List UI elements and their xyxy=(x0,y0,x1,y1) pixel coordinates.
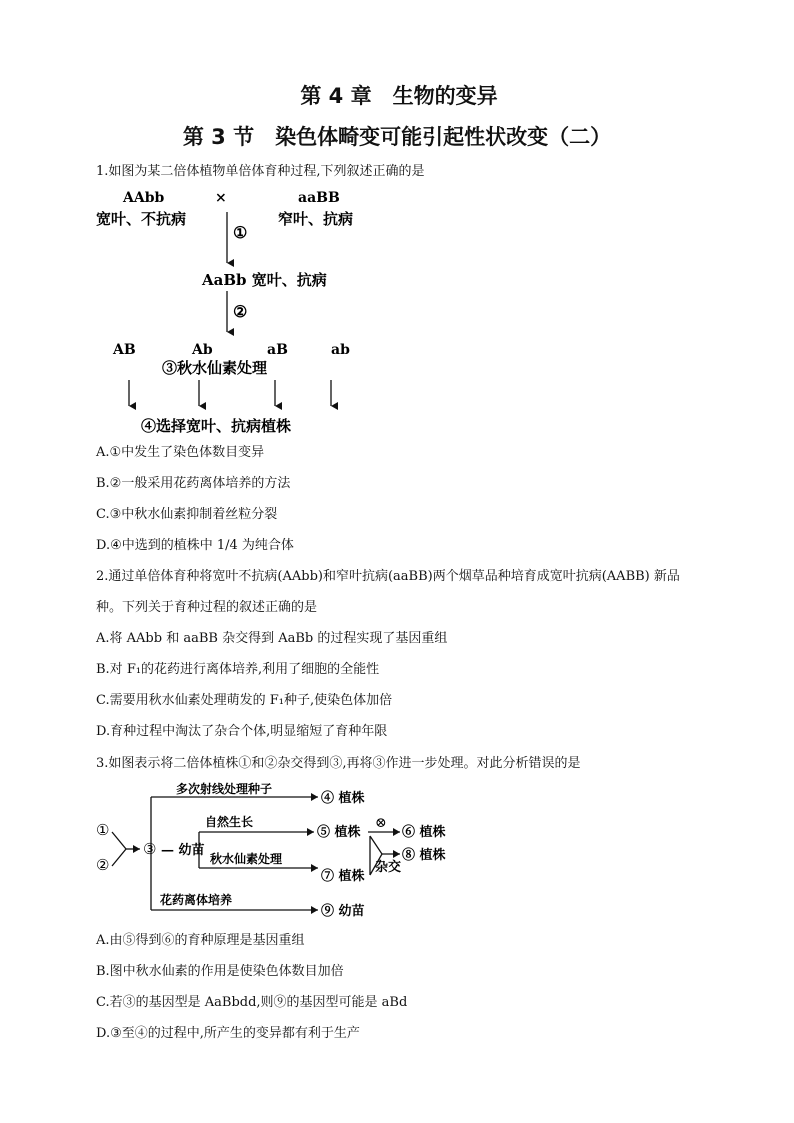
parent1-traits: 宽叶、不抗病 xyxy=(96,210,187,228)
question-2-stem-line2: 种。下列关于育种过程的叙述正确的是 xyxy=(96,600,318,615)
question-1-option-c: C.③中秋水仙素抑制着丝粒分裂 xyxy=(96,507,278,522)
question-2-option-b: B.对 F₁的花药进行离体培养,利用了细胞的全能性 xyxy=(96,662,380,677)
f1-generation: AaBb 宽叶、抗病 xyxy=(202,271,327,289)
plant-1: ① xyxy=(96,821,110,839)
question-2-option-a: A.将 AAbb 和 aaBB 杂交得到 AaBb 的过程实现了基因重组 xyxy=(96,631,448,646)
plant-5: ⑤ 植株 xyxy=(317,825,361,840)
plant-3: ③ xyxy=(143,840,157,858)
plant-6: ⑥ 植株 xyxy=(402,825,446,840)
gamete-ab-3: aB xyxy=(267,342,288,358)
seedling-label: — 幼苗 xyxy=(161,843,205,858)
gamete-ab-2: Ab xyxy=(192,342,213,358)
question-1-stem: 1.如图为某二倍体植物单倍体育种过程,下列叙述正确的是 xyxy=(96,164,425,179)
question-2-option-c: C.需要用秋水仙素处理萌发的 F₁种子,使染色体加倍 xyxy=(96,693,393,708)
step2-label: ② xyxy=(233,302,248,321)
gamete-ab-1: AB xyxy=(113,342,136,358)
path-top-label: 多次射线处理种子 xyxy=(176,782,273,796)
question-2-stem-line1: 2.通过单倍体育种将宽叶不抗病(AAbb)和窄叶抗病(aaBB)两个烟草品种培育成宽叶抗病(AABB) 新品 xyxy=(96,569,680,584)
seedling-9: ⑨ 幼苗 xyxy=(321,904,365,919)
plant-4: ④ 植株 xyxy=(321,791,365,806)
path-anther-label: 花药离体培养 xyxy=(160,893,233,907)
plant-7: ⑦ 植株 xyxy=(321,869,365,884)
question-1-option-a: A.①中发生了染色体数目变异 xyxy=(96,445,265,460)
gamete-ab-4: ab xyxy=(331,342,350,358)
path-natural-label: 自然生长 xyxy=(205,815,254,829)
step3-label: ③秋水仙素处理 xyxy=(162,359,268,377)
step4-label: ④选择宽叶、抗病植株 xyxy=(141,417,292,435)
question-1-breeding-diagram xyxy=(94,184,424,440)
question-3-option-a: A.由⑤得到⑥的育种原理是基因重组 xyxy=(96,933,305,948)
cross-symbol: × xyxy=(215,190,227,206)
question-3-option-b: B.图中秋水仙素的作用是使染色体数目加倍 xyxy=(96,964,344,979)
question-3-option-d: D.③至④的过程中,所产生的变异都有利于生产 xyxy=(96,1026,360,1041)
plant-8: ⑧ 植株 xyxy=(402,848,446,863)
question-3-breeding-diagram xyxy=(94,780,464,926)
question-3-option-c: C.若③的基因型是 AaBbdd,则⑨的基因型可能是 aBd xyxy=(96,995,408,1010)
section-title: 第 3 节 染色体畸变可能引起性状改变（二） xyxy=(182,125,612,149)
path-colchicine-label: 秋水仙素处理 xyxy=(210,852,283,866)
hybrid-label: 杂交 xyxy=(375,860,402,875)
question-1-option-d: D.④中选到的植株中 1/4 为纯合体 xyxy=(96,538,294,553)
question-3-stem: 3.如图表示将二倍体植株①和②杂交得到③,再将③作进一步处理。对此分析错误的是 xyxy=(96,756,581,771)
cross-bracket xyxy=(112,832,126,866)
parent1-genotype: AAbb xyxy=(123,190,165,206)
chapter-title: 第 4 章 生物的变异 xyxy=(300,84,498,108)
parent2-traits: 窄叶、抗病 xyxy=(278,210,354,228)
question-1-option-b: B.②一般采用花药离体培养的方法 xyxy=(96,476,291,491)
selfing-symbol: ⊗ xyxy=(375,815,387,831)
plant-2: ② xyxy=(96,856,110,874)
step1-label: ① xyxy=(233,223,248,242)
parent2-genotype: aaBB xyxy=(298,190,340,206)
question-2-option-d: D.育种过程中淘汰了杂合个体,明显缩短了育种年限 xyxy=(96,724,388,739)
